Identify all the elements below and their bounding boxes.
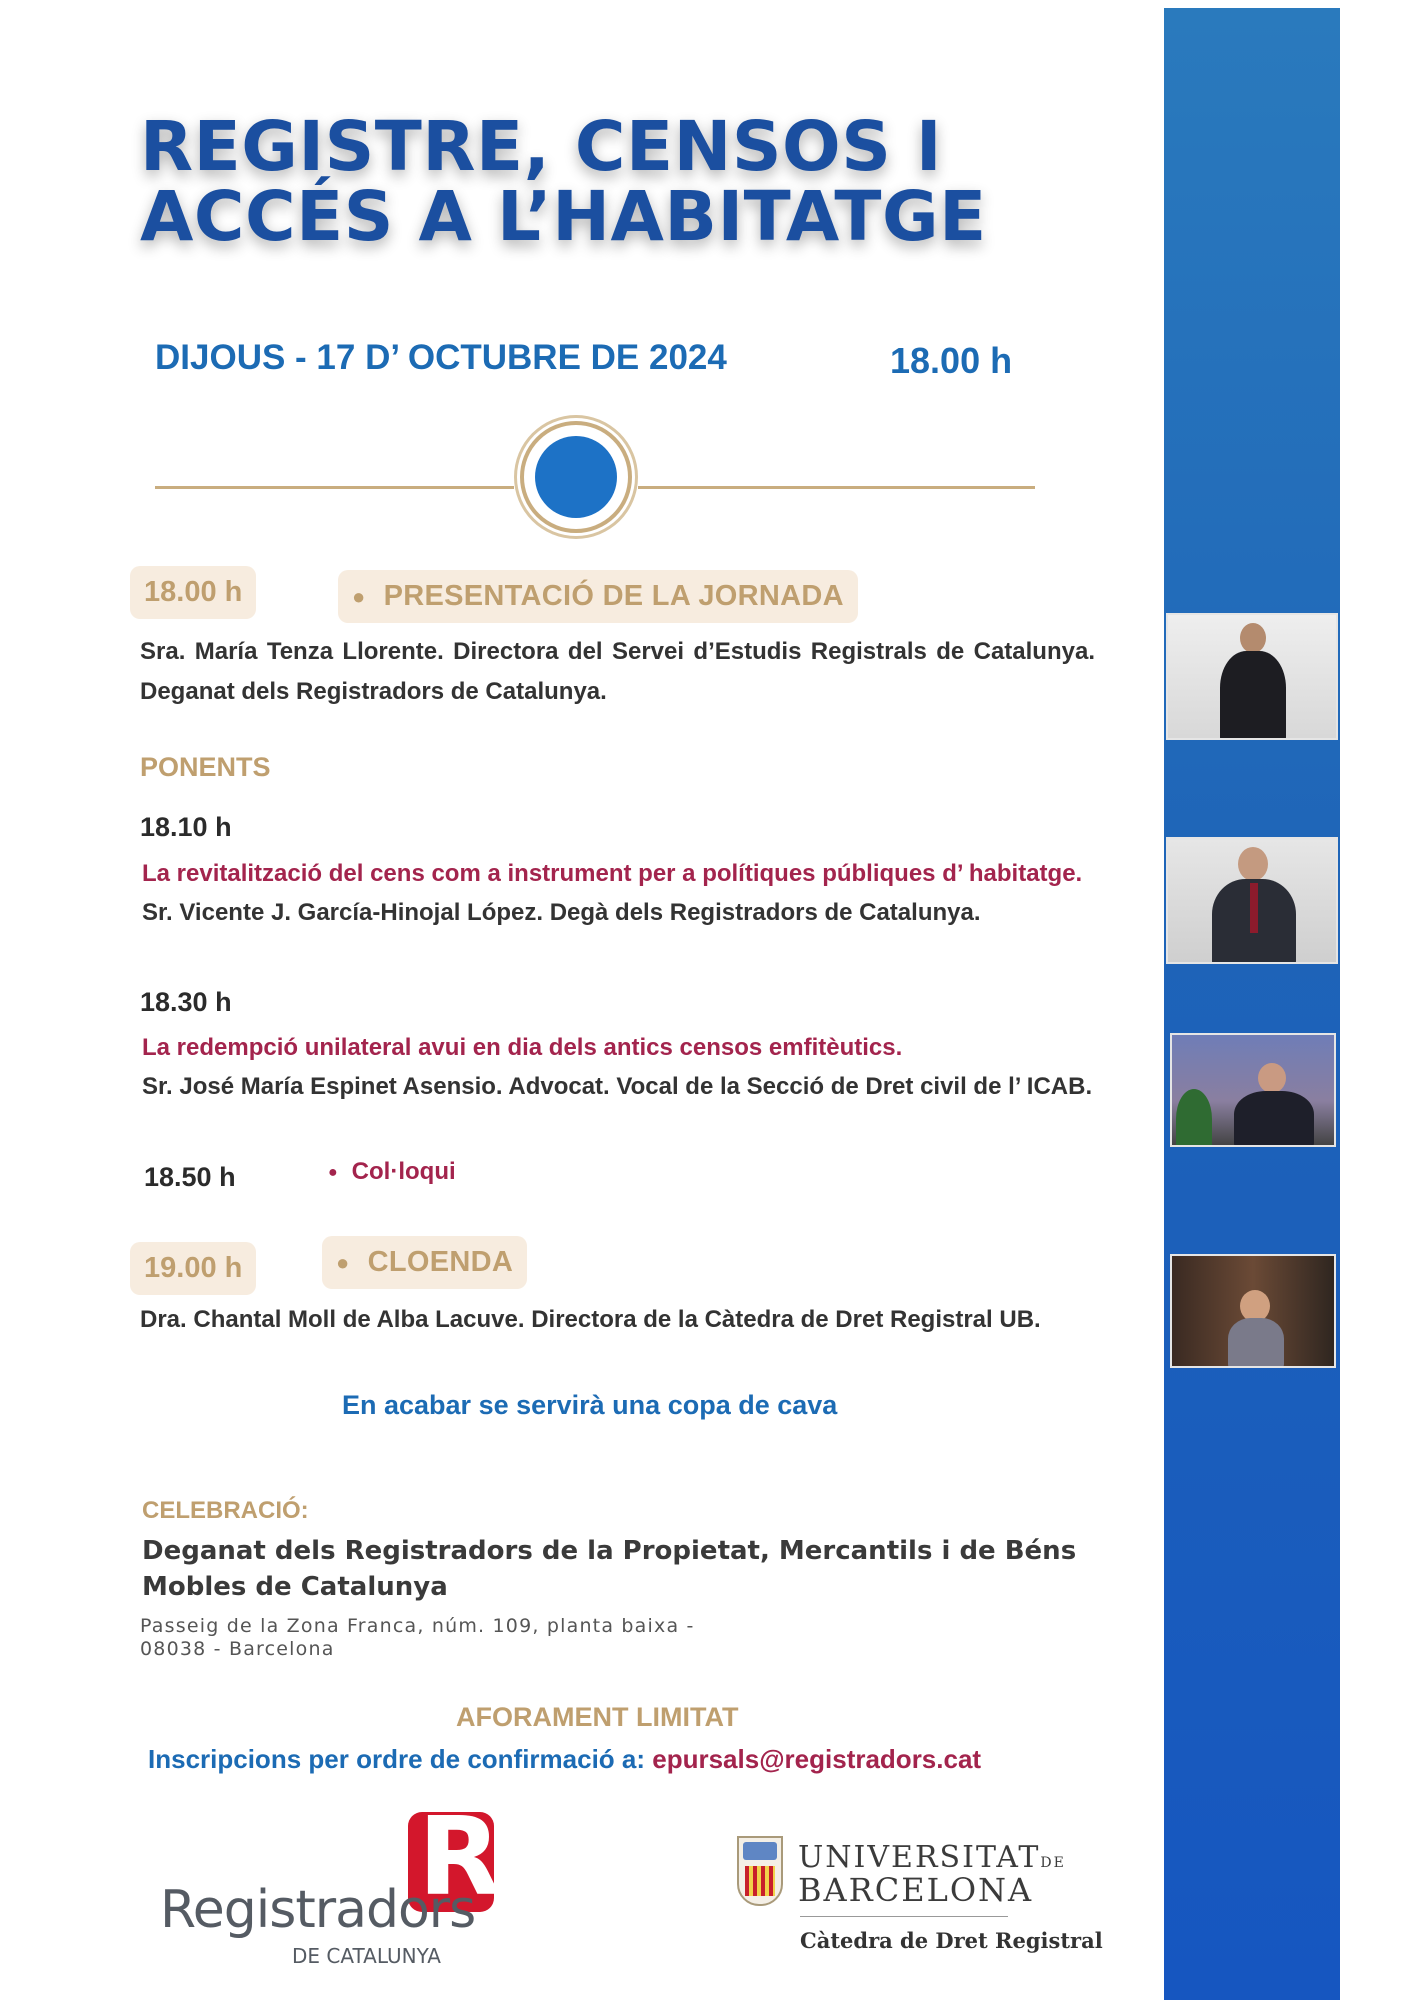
ub-logo-name: UNIVERSITATDE BARCELONA (798, 1840, 1066, 1909)
registration-line: Inscripcions per ordre de confirmació a: epursals@registradors.cat (148, 1744, 982, 1774)
circle-emblem-icon (514, 415, 638, 539)
bullet-icon: ● (352, 584, 366, 610)
talk-2-speaker: Sr. José María Espinet Asensio. Advocat. Vocal de la Secció de Dret civil de l’ ICAB. (142, 1073, 1093, 1100)
registradors-logo-subtitle: DE CATALUNYA (292, 1944, 441, 1968)
speaker-photo-vicente-garcia (1166, 837, 1338, 964)
title-line-1: REGISTRE, CENSOS I (140, 107, 943, 187)
aforament-limitat: AFORAMENT LIMITAT (456, 1702, 739, 1732)
university-crest-icon (737, 1836, 783, 1906)
cloenda-heading: ● CLOENDA (322, 1236, 527, 1289)
decorative-blue-sidebar (1164, 8, 1340, 2000)
page-title (140, 107, 1000, 257)
venue-address: Passeig de la Zona Franca, núm. 109, planta baixa - 08038 - Barcelona (140, 1615, 695, 1660)
title-line-2: ACCÉS A L’HABITATGE (140, 177, 987, 257)
event-date: DIJOUS - 17 D’ OCTUBRE DE 2024 (155, 338, 727, 377)
talk-1-title: La revitalització del cens com a instrument per a polítiques públiques d’ habitatge. (142, 860, 1083, 887)
talk-1-speaker: Sr. Vicente J. García-Hinojal López. Degà dels Registradors de Catalunya. (142, 899, 981, 926)
cloenda-speaker: Dra. Chantal Moll de Alba Lacuve. Directora de la Càtedra de Dret Registral UB. (140, 1306, 1041, 1333)
event-time: 18.00 h (890, 340, 1013, 381)
speaker-photo-maria-tenza (1166, 613, 1338, 740)
registradors-r-logo-icon: R (408, 1812, 494, 1912)
registration-email-link[interactable]: epursals@registradors.cat (652, 1744, 982, 1774)
colloqui-label: ● Col·loqui (328, 1158, 456, 1185)
talk-2-time: 18.30 h (140, 987, 232, 1017)
presentation-time: 18.00 h (130, 566, 256, 619)
venue-name: Deganat dels Registradors de la Propietat, Mercantils i de Béns Mobles de Catalunya (142, 1536, 1077, 1602)
speaker-photo-jose-maria-espinet (1170, 1033, 1336, 1147)
celebracio-heading: CELEBRACIÓ: (142, 1497, 309, 1524)
bullet-icon: ● (336, 1250, 350, 1276)
bullet-icon: ● (328, 1163, 338, 1181)
talk-2-title: La redempció unilateral avui en dia dels antics censos emfitèutics. (142, 1034, 903, 1061)
presentation-speaker: Sra. María Tenza Llorente. Directora del Servei d’Estudis Registrals de Catalunya. Deganat dels Registradors de Catalunya. (140, 638, 1095, 705)
ub-catedra-name: Càtedra de Dret Registral (800, 1928, 1103, 1953)
cloenda-time: 19.00 h (130, 1242, 256, 1295)
registradors-logo-name: Registradors (160, 1880, 476, 1940)
talk-1-time: 18.10 h (140, 812, 232, 842)
ub-logo-divider (800, 1916, 1008, 1917)
ponents-heading: PONENTS (140, 752, 271, 782)
colloqui-time: 18.50 h (144, 1162, 236, 1192)
cava-note: En acabar se servirà una copa de cava (342, 1390, 838, 1420)
presentation-heading: ● PRESENTACIÓ DE LA JORNADA (338, 570, 858, 623)
speaker-photo-chantal-moll (1170, 1254, 1336, 1368)
